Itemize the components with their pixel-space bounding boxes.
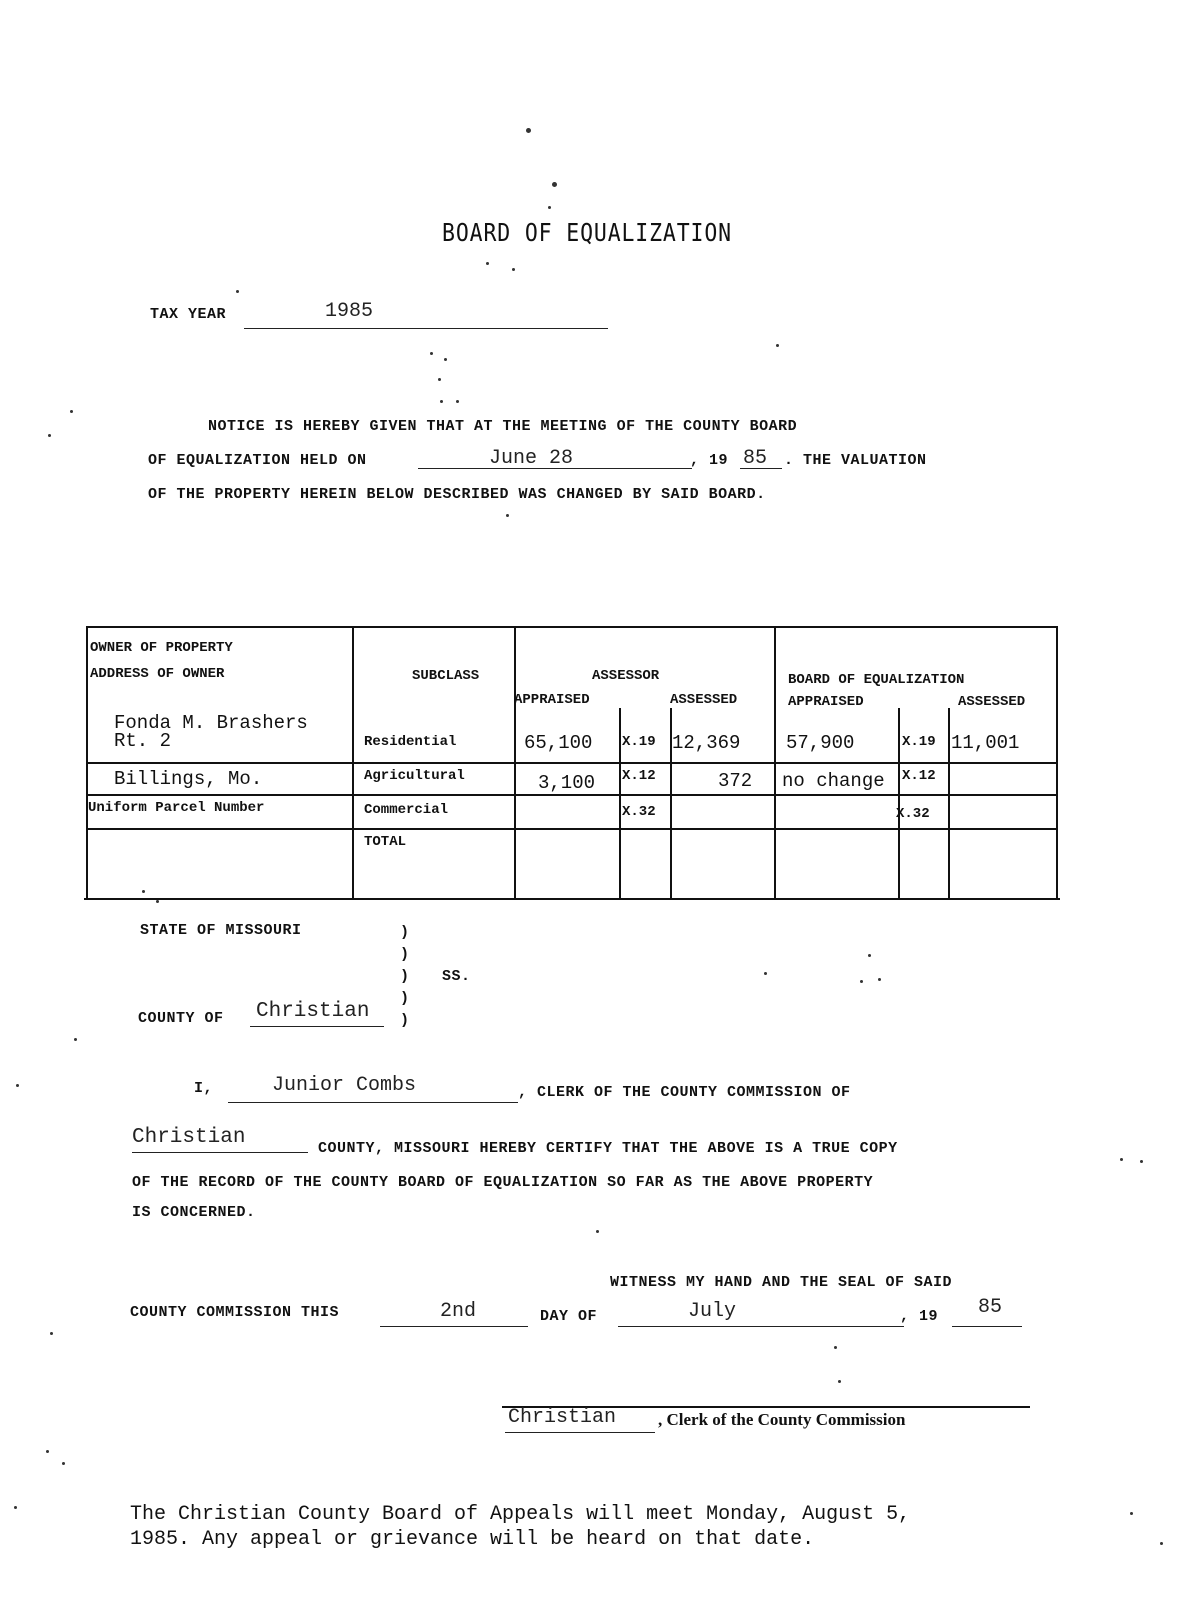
cert-line-3: OF THE RECORD OF THE COUNTY BOARD OF EQUALIZATION SO FAR AS THE ABOVE PROPERTY bbox=[132, 1174, 874, 1191]
scan-speck bbox=[440, 400, 443, 403]
cert-line-1-suffix: , CLERK OF THE COUNTY COMMISSION OF bbox=[518, 1084, 851, 1101]
scan-speck bbox=[444, 358, 447, 361]
scan-speck bbox=[838, 1380, 841, 1383]
scan-speck bbox=[548, 206, 551, 209]
row-board-appraised: no change bbox=[782, 770, 885, 792]
witness-prefix: COUNTY COMMISSION THIS bbox=[130, 1304, 340, 1321]
row-assessor-rate: X.12 bbox=[622, 768, 656, 784]
scan-speck bbox=[1130, 1512, 1133, 1515]
scan-speck bbox=[878, 978, 881, 981]
scan-speck bbox=[74, 1038, 77, 1041]
row-board-rate: X.12 bbox=[902, 768, 936, 784]
valuation-table bbox=[86, 626, 1058, 900]
footer-line-1: The Christian County Board of Appeals will meet Monday, August 5, bbox=[130, 1503, 911, 1526]
month-underline bbox=[618, 1304, 904, 1327]
scan-speck bbox=[48, 434, 51, 437]
row-subclass: Residential bbox=[364, 734, 457, 750]
row-subclass: Agricultural bbox=[364, 768, 465, 784]
row-subclass: TOTAL bbox=[364, 834, 407, 850]
scan-speck bbox=[142, 890, 145, 893]
row-assessor-rate: X.32 bbox=[622, 804, 656, 820]
row-board-appraised: 57,900 bbox=[786, 732, 855, 754]
venue-paren: ) bbox=[400, 990, 410, 1007]
notice-line-1: NOTICE IS HEREBY GIVEN THAT AT THE MEETING OF THE COUNTY BOARD bbox=[208, 418, 798, 435]
tax-year-value: 1985 bbox=[325, 300, 374, 323]
scan-speck bbox=[46, 1450, 49, 1453]
header-board-assessed: ASSESSED bbox=[958, 694, 1026, 710]
state-label: STATE OF MISSOURI bbox=[140, 922, 302, 939]
header-board: BOARD OF EQUALIZATION bbox=[788, 672, 965, 688]
scan-speck bbox=[860, 980, 863, 983]
row-assessor-assessed: 372 bbox=[718, 770, 753, 792]
scan-speck bbox=[1140, 1160, 1143, 1163]
scan-speck bbox=[834, 1346, 837, 1349]
witness-year-value: 85 bbox=[978, 1296, 1003, 1319]
tax-year-label: TAX YEAR bbox=[150, 306, 227, 323]
scan-speck bbox=[486, 262, 489, 265]
cert-line-2-suffix: COUNTY, MISSOURI HEREBY CERTIFY THAT THE ABOVE IS A TRUE COPY bbox=[318, 1140, 898, 1157]
scan-speck bbox=[50, 1332, 53, 1335]
venue-paren: ) bbox=[400, 968, 410, 985]
signature-suffix: , Clerk of the County Commission bbox=[658, 1410, 906, 1429]
ss-label: SS. bbox=[442, 968, 471, 985]
scan-speck bbox=[526, 128, 531, 133]
scan-speck bbox=[1160, 1542, 1163, 1545]
header-assessor-assessed: ASSESSED bbox=[670, 692, 738, 708]
row-assessor-appraised: 3,100 bbox=[538, 772, 596, 794]
scan-speck bbox=[14, 1506, 17, 1509]
header-subclass: SUBCLASS bbox=[412, 668, 480, 684]
scan-speck bbox=[776, 344, 779, 347]
header-address-owner: ADDRESS OF OWNER bbox=[90, 666, 225, 682]
day-value: 2nd bbox=[440, 1300, 477, 1323]
document-title: BOARD OF EQUALIZATION bbox=[442, 218, 732, 247]
witness-line-1: WITNESS MY HAND AND THE SEAL OF SAID bbox=[610, 1274, 953, 1291]
day-of-label: DAY OF bbox=[540, 1308, 598, 1325]
scan-speck bbox=[1120, 1158, 1123, 1161]
row-assessor-appraised: 65,100 bbox=[524, 732, 593, 754]
i-label: I, bbox=[194, 1080, 214, 1097]
scan-speck bbox=[596, 1230, 599, 1233]
scan-speck bbox=[868, 954, 871, 957]
month-value: July bbox=[688, 1300, 737, 1323]
venue-paren: ) bbox=[400, 946, 410, 963]
county-of-label: COUNTY OF bbox=[138, 1010, 224, 1027]
held-on-date: June 28 bbox=[489, 447, 574, 470]
scan-speck bbox=[512, 268, 515, 271]
scan-speck bbox=[552, 182, 557, 187]
footer-line-2: 1985. Any appeal or grievance will be heard on that date. bbox=[130, 1528, 815, 1551]
notice-line-2-suffix: . THE VALUATION bbox=[784, 452, 927, 469]
venue-paren: ) bbox=[400, 924, 410, 941]
row-subclass: Commercial bbox=[364, 802, 449, 818]
cert-county-value: Christian bbox=[132, 1126, 246, 1149]
scan-speck bbox=[156, 900, 159, 903]
witness-year-prefix: , 19 bbox=[900, 1308, 939, 1325]
owner-name: Fonda M. Brashers bbox=[114, 712, 308, 734]
owner-address-1: Rt. 2 bbox=[114, 730, 172, 752]
row-board-rate: X.19 bbox=[902, 734, 936, 750]
row-assessor-rate: X.19 bbox=[622, 734, 656, 750]
header-board-appraised: APPRAISED bbox=[788, 694, 864, 710]
notice-year-value: 85 bbox=[743, 447, 768, 470]
header-assessor: ASSESSOR bbox=[592, 668, 660, 684]
signature-county-value: Christian bbox=[508, 1406, 617, 1429]
parcel-number-label: Uniform Parcel Number bbox=[88, 800, 265, 816]
row-assessor-assessed: 12,369 bbox=[672, 732, 741, 754]
scan-speck bbox=[236, 290, 239, 293]
county-value: Christian bbox=[256, 1000, 370, 1023]
clerk-name: Junior Combs bbox=[272, 1074, 417, 1097]
tax-year-underline bbox=[244, 306, 608, 329]
header-assessor-appraised: APPRAISED bbox=[514, 692, 590, 708]
cert-line-4: IS CONCERNED. bbox=[132, 1204, 256, 1221]
scan-speck bbox=[62, 1462, 65, 1465]
header-owner: OWNER OF PROPERTY bbox=[90, 640, 233, 656]
scan-speck bbox=[764, 972, 767, 975]
notice-year-prefix: , 19 bbox=[690, 452, 729, 469]
notice-line-3: OF THE PROPERTY HEREIN BELOW DESCRIBED WAS CHANGED BY SAID BOARD. bbox=[148, 486, 766, 503]
scan-speck bbox=[506, 514, 509, 517]
notice-line-2-prefix: OF EQUALIZATION HELD ON bbox=[148, 452, 367, 469]
scan-speck bbox=[438, 378, 441, 381]
row-board-rate: X.32 bbox=[896, 806, 930, 822]
scan-speck bbox=[456, 400, 459, 403]
row-board-assessed: 11,001 bbox=[951, 732, 1020, 754]
owner-address-2: Billings, Mo. bbox=[114, 768, 263, 790]
scan-speck bbox=[430, 352, 433, 355]
venue-paren: ) bbox=[400, 1012, 410, 1029]
scan-speck bbox=[70, 410, 73, 413]
scan-speck bbox=[16, 1084, 19, 1087]
